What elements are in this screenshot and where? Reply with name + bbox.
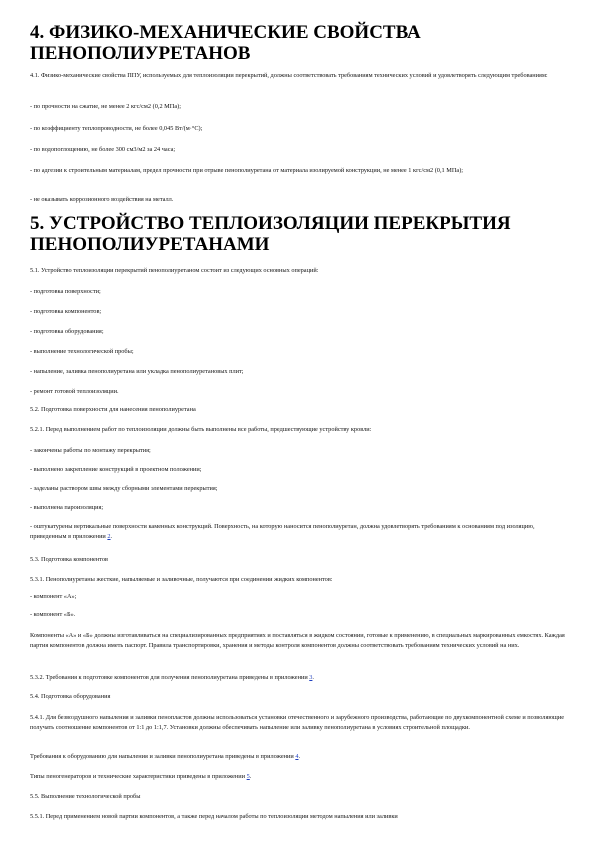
subheading-5-5: 5.5. Выполнение технологической пробы xyxy=(30,793,141,800)
paragraph-text: 5.3.2. Требования к подготовке компонентов для получения пенополиуретана приведены в приложении xyxy=(30,674,308,681)
subheading-5-4: 5.4. Подготовка оборудования xyxy=(30,693,111,700)
paragraph-components: Компоненты «А» и «Б» должны изготавливаться на специализированных предприятиях и поставляться в жидком состоянии, готовые к применению, в специальных маркированных емкостях. Каждая партия компонентов должна иметь паспорт. Правила транспортировки, хранения и методы контроля компонентов должны соответствовать требованиям технических условий на них. xyxy=(30,632,565,649)
section-5-heading: 5. УСТРОЙСТВО ТЕПЛОИЗОЛЯЦИИ ПЕРЕКРЫТИЯ ПЕНОПОЛИУРЕТАНАМИ xyxy=(30,213,511,255)
list-item: - не оказывать коррозионного воздействия на металл. xyxy=(30,196,174,203)
list-item: - подготовка компонентов; xyxy=(30,308,102,315)
appendix-2-link[interactable]: 2 xyxy=(107,532,111,540)
list-item: - по коэффициенту теплопроводности, не более 0,045 Вт/(м·°С); xyxy=(30,125,203,132)
list-item: - закончены работы по монтажу перекрытия; xyxy=(30,447,151,454)
paragraph-5-4-1: 5.4.1. Для безвоздушного напыления и заливки пенопластов должны использоваться установки отечественного и зарубежного производства, работающие по двухкомпонентной схеме и позволяющие получать соотношение компонентов от 1:1 до 1:1,7. Установки должны обеспечивать напыление или заливку пенополиуретана в условиях строительной площадки. xyxy=(30,714,565,731)
paragraph-5-5-1: 5.5.1. Перед применением новой партии компонентов, а также перед началом работы по теплоизоляции методом напыления или заливки xyxy=(30,813,398,820)
list-item: - подготовка поверхности; xyxy=(30,288,101,295)
list-item-text: - оштукатурены вертикальные поверхности каменных конструкций. Поверхность, на которую наносится пенополиуретан, должна удовлетворять требованиям к основаниям под изоляцию, приведенным в приложении xyxy=(30,523,535,540)
paragraph-text: Типы пеногенераторов и технические характеристики приведены в приложении xyxy=(30,773,246,780)
paragraph-4-1: 4.1. Физико-механические свойства ППУ, используемых для теплоизоляции перекрытий, должны соответствовать требованиям технических условий и удовлетворять следующим требованиям: xyxy=(30,72,548,79)
list-item: - подготовка оборудования; xyxy=(30,328,104,335)
list-item: - по водопоглощению, не более 300 см3/м2 за 24 часа; xyxy=(30,146,176,153)
list-item: - заделаны раствором швы между сборными элементами перекрытия; xyxy=(30,485,218,492)
appendix-3-link[interactable]: 3 xyxy=(309,674,313,681)
list-item: - по адгезии к строительным материалам, предел прочности при отрыве пенополиуретана от материала изолируемой конструкции, не менее 1 кгс/см2 (0,1 МПа); xyxy=(30,167,464,174)
list-item: - напыление, заливка пенополиуретана или укладка пенополиуретановых плит; xyxy=(30,368,244,375)
section-4-heading: 4. ФИЗИКО-МЕХАНИЧЕСКИЕ СВОЙСТВА ПЕНОПОЛИУРЕТАНОВ xyxy=(30,22,421,64)
paragraph-equipment-requirements: Требования к оборудованию для напыления и заливки пенополиуретана приведены в приложении 4. xyxy=(30,753,301,760)
subheading-5-2: 5.2. Подготовка поверхности для нанесения пенополиуретана xyxy=(30,406,196,413)
paragraph-text: Требования к оборудованию для напыления и заливки пенополиуретана приведены в приложении xyxy=(30,753,294,760)
list-item: - по прочности на сжатие, не менее 2 кгс/см2 (0,2 МПа); xyxy=(30,103,181,110)
list-item: - выполнена пароизоляция; xyxy=(30,504,104,511)
list-item: - ремонт готовой теплоизоляции. xyxy=(30,388,119,395)
subheading-5-3: 5.3. Подготовка компонентов xyxy=(30,556,108,563)
list-item: - оштукатурены вертикальные поверхности каменных конструкций. Поверхность, на которую наносится пенополиуретан, должна удовлетворять требованиям к основаниям под изоляцию, приведенным в приложении 2. xyxy=(30,523,535,540)
paragraph-5-3-1: 5.3.1. Пенополиуретаны жесткие, напыляемые и заливочные, получаются при соединении жидких компонентов: xyxy=(30,576,333,583)
list-item: - выполнение технологической пробы; xyxy=(30,348,134,355)
appendix-4-link[interactable]: 4 xyxy=(295,753,299,760)
paragraph-5-2-1: 5.2.1. Перед выполнением работ по теплоизоляции должны быть выполнены все работы, предшествующие устройству кровли: xyxy=(30,426,372,433)
list-item: - выполнено закрепление конструкций в проектном положении; xyxy=(30,466,202,473)
appendix-5-link[interactable]: 5 xyxy=(246,773,250,780)
list-item: - компонент «Б». xyxy=(30,611,76,618)
list-item: - компонент «А»; xyxy=(30,593,77,600)
paragraph-5-3-2: 5.3.2. Требования к подготовке компонентов для получения пенополиуретана приведены в приложении 3. xyxy=(30,674,314,681)
paragraph-5-1: 5.1. Устройство теплоизоляции перекрытий пенополиуретаном состоит из следующих основных операций: xyxy=(30,267,319,274)
paragraph-foam-generators: Типы пеногенераторов и технические характеристики приведены в приложении 5. xyxy=(30,773,252,780)
